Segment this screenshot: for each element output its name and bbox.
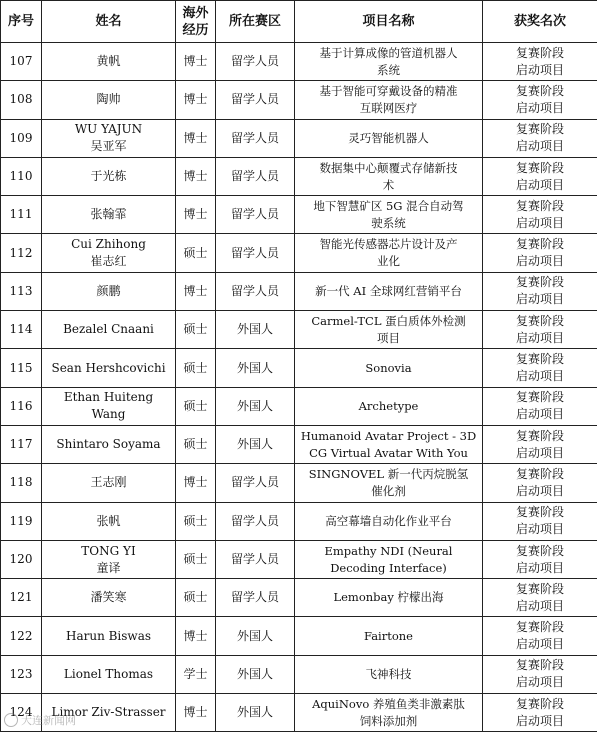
- header-overseas-line1: 海外: [182, 5, 209, 21]
- project-line: 数据集中心颠覆式存储新技: [319, 160, 458, 175]
- cell-project: [295, 196, 483, 234]
- name-line: 张帆: [96, 513, 121, 528]
- cell-name: [42, 196, 176, 234]
- name-line: Ethan Huiteng: [63, 390, 154, 405]
- project-line: 新一代 AI 全球网红营销平台: [315, 283, 462, 298]
- award-line: 复赛阶段: [515, 543, 564, 558]
- project-line: SINGNOVEL 新一代丙烷脱氢: [308, 466, 469, 481]
- cell-no: 114: [1, 311, 42, 349]
- project-line: Sonovia: [365, 360, 412, 375]
- project-line: 高空幕墙自动化作业平台: [325, 513, 452, 528]
- name-line: Lionel Thomas: [63, 666, 154, 681]
- cell-project: [295, 234, 483, 272]
- cell-name: [42, 540, 176, 578]
- cell-project: [295, 43, 483, 81]
- cell-degree: 博士: [176, 157, 216, 195]
- award-line: 复赛阶段: [515, 45, 564, 60]
- cell-award: [483, 81, 597, 119]
- cell-project: [295, 540, 483, 578]
- award-line: 启动项目: [515, 445, 564, 460]
- cell-award: [483, 349, 597, 387]
- cell-project: [295, 464, 483, 502]
- table-row: [1, 502, 597, 540]
- table-row: [1, 540, 597, 578]
- cell-award: [483, 694, 597, 732]
- header-row: [1, 1, 597, 43]
- project-line: 智能光传感器芯片设计及产: [319, 237, 458, 252]
- project-line: 术: [382, 177, 395, 192]
- award-line: 启动项目: [515, 100, 564, 115]
- award-line: 启动项目: [515, 483, 564, 498]
- cell-award: [483, 119, 597, 157]
- table-row: [1, 425, 597, 463]
- cell-award: [483, 234, 597, 272]
- award-line: 复赛阶段: [515, 390, 564, 405]
- cell-no: 112: [1, 234, 42, 272]
- cell-region: 留学人员: [216, 196, 295, 234]
- cell-project: [295, 425, 483, 463]
- award-line: 启动项目: [515, 637, 564, 652]
- cell-award: [483, 157, 597, 195]
- award-line: 复赛阶段: [515, 275, 564, 290]
- cell-award: [483, 272, 597, 310]
- name-line: Bezalel Cnaani: [63, 322, 154, 337]
- name-line: TONG YI: [81, 543, 136, 558]
- header-project: 项目名称: [295, 1, 483, 43]
- project-line: 互联网医疗: [359, 100, 418, 115]
- project-line: 业化: [377, 254, 400, 269]
- cell-project: [295, 617, 483, 655]
- cell-no: 122: [1, 617, 42, 655]
- header-award: 获奖名次: [483, 1, 597, 43]
- award-line: 启动项目: [515, 713, 564, 728]
- project-line: 饲料添加剂: [359, 713, 418, 728]
- project-line: AquiNovo 养殖鱼类非激素肽: [312, 696, 465, 711]
- cell-degree: 硕士: [176, 349, 216, 387]
- cell-name: [42, 234, 176, 272]
- cell-project: [295, 119, 483, 157]
- cell-name: [42, 655, 176, 693]
- cell-degree: 博士: [176, 694, 216, 732]
- table-row: [1, 272, 597, 310]
- header-no: 序号: [1, 1, 42, 43]
- table-row: [1, 157, 597, 195]
- project-line: 飞神科技: [365, 666, 412, 681]
- cell-project: [295, 349, 483, 387]
- cell-region: 留学人员: [216, 464, 295, 502]
- header-overseas-line2: 经历: [182, 22, 209, 38]
- award-line: 启动项目: [515, 560, 564, 575]
- cell-region: 留学人员: [216, 502, 295, 540]
- cell-degree: 硕士: [176, 540, 216, 578]
- cell-no: 120: [1, 540, 42, 578]
- cell-award: [483, 655, 597, 693]
- cell-project: [295, 579, 483, 617]
- cell-name: [42, 425, 176, 463]
- table-row: [1, 617, 597, 655]
- project-line: Decoding Interface): [330, 560, 447, 575]
- project-line: Lemonbay 柠檬出海: [333, 590, 444, 605]
- cell-no: 117: [1, 425, 42, 463]
- project-line: Carmel-TCL 蛋白质体外检测: [311, 313, 466, 328]
- award-line: 启动项目: [515, 675, 564, 690]
- name-line: Sean Hershcovichi: [51, 360, 166, 375]
- table-row: [1, 579, 597, 617]
- name-line: Wang: [91, 407, 126, 422]
- cell-no: 116: [1, 387, 42, 425]
- project-line: Archetype: [358, 398, 419, 413]
- award-line: 启动项目: [515, 292, 564, 307]
- cell-region: 留学人员: [216, 272, 295, 310]
- cell-name: [42, 579, 176, 617]
- cell-region: 留学人员: [216, 81, 295, 119]
- cell-no: 108: [1, 81, 42, 119]
- award-line: 复赛阶段: [515, 505, 564, 520]
- cell-degree: 博士: [176, 81, 216, 119]
- cell-award: [483, 617, 597, 655]
- cell-degree: 博士: [176, 464, 216, 502]
- cell-region: 外国人: [216, 387, 295, 425]
- cell-no: 119: [1, 502, 42, 540]
- award-line: 启动项目: [515, 139, 564, 154]
- cell-region: 外国人: [216, 694, 295, 732]
- header-region: 所在赛区: [216, 1, 295, 43]
- award-line: 启动项目: [515, 522, 564, 537]
- cell-name: [42, 387, 176, 425]
- cell-project: [295, 157, 483, 195]
- watermark-logo-icon: [4, 713, 18, 727]
- project-line: 系统: [377, 62, 400, 77]
- table-row: [1, 387, 597, 425]
- award-line: 复赛阶段: [515, 620, 564, 635]
- cell-no: 123: [1, 655, 42, 693]
- table-body: [1, 43, 597, 732]
- cell-degree: 硕士: [176, 311, 216, 349]
- table-row: [1, 196, 597, 234]
- award-line: 复赛阶段: [515, 83, 564, 98]
- project-line: 项目: [377, 330, 400, 345]
- cell-no: 121: [1, 579, 42, 617]
- award-line: 复赛阶段: [515, 428, 564, 443]
- cell-name: [42, 464, 176, 502]
- award-line: 启动项目: [515, 62, 564, 77]
- cell-project: [295, 311, 483, 349]
- project-line: 灵巧智能机器人: [348, 130, 429, 145]
- cell-degree: 硕士: [176, 502, 216, 540]
- name-line: 颜鹏: [96, 283, 121, 298]
- cell-degree: 博士: [176, 272, 216, 310]
- cell-project: [295, 694, 483, 732]
- cell-award: [483, 311, 597, 349]
- cell-award: [483, 464, 597, 502]
- cell-award: [483, 540, 597, 578]
- cell-name: [42, 502, 176, 540]
- cell-region: 留学人员: [216, 540, 295, 578]
- award-line: 复赛阶段: [515, 160, 564, 175]
- cell-award: [483, 387, 597, 425]
- cell-award: [483, 196, 597, 234]
- award-line: 启动项目: [515, 177, 564, 192]
- cell-no: 115: [1, 349, 42, 387]
- award-line: 启动项目: [515, 330, 564, 345]
- project-line: 驶系统: [371, 215, 406, 230]
- project-line: Empathy NDI (Neural: [324, 543, 453, 558]
- cell-award: [483, 43, 597, 81]
- cell-name: [42, 617, 176, 655]
- name-line: Shintaro Soyama: [56, 437, 161, 452]
- cell-name: [42, 272, 176, 310]
- cell-degree: 硕士: [176, 387, 216, 425]
- table-row: [1, 655, 597, 693]
- project-line: 基于智能可穿戴设备的精准: [319, 83, 458, 98]
- award-line: 启动项目: [515, 215, 564, 230]
- cell-project: [295, 502, 483, 540]
- cell-project: [295, 655, 483, 693]
- table-row: [1, 311, 597, 349]
- cell-region: 外国人: [216, 617, 295, 655]
- table-row: [1, 43, 597, 81]
- cell-no: 124: [1, 694, 42, 732]
- name-line: 崔志红: [90, 254, 127, 269]
- cell-region: 外国人: [216, 349, 295, 387]
- cell-name: [42, 119, 176, 157]
- header-overseas: [176, 1, 216, 43]
- table-row: [1, 119, 597, 157]
- award-line: 启动项目: [515, 407, 564, 422]
- project-line: CG Virtual Avatar With You: [309, 445, 468, 460]
- cell-degree: 学士: [176, 655, 216, 693]
- award-line: 复赛阶段: [515, 696, 564, 711]
- name-line: 陶帅: [96, 92, 121, 107]
- award-line: 启动项目: [515, 369, 564, 384]
- cell-degree: 博士: [176, 196, 216, 234]
- cell-region: 外国人: [216, 425, 295, 463]
- cell-region: 外国人: [216, 655, 295, 693]
- award-line: 复赛阶段: [515, 658, 564, 673]
- cell-no: 118: [1, 464, 42, 502]
- award-line: 启动项目: [515, 254, 564, 269]
- cell-award: [483, 425, 597, 463]
- award-line: 复赛阶段: [515, 352, 564, 367]
- award-line: 复赛阶段: [515, 198, 564, 213]
- name-line: WU YAJUN: [74, 122, 143, 137]
- cell-region: 留学人员: [216, 579, 295, 617]
- watermark: [4, 712, 76, 728]
- cell-region: 留学人员: [216, 157, 295, 195]
- project-line: 地下智慧矿区 5G 混合自动驾: [313, 198, 464, 213]
- cell-degree: 硕士: [176, 579, 216, 617]
- cell-region: 留学人员: [216, 119, 295, 157]
- cell-region: 留学人员: [216, 43, 295, 81]
- name-line: 于光栋: [90, 169, 127, 184]
- cell-name: [42, 43, 176, 81]
- award-line: 复赛阶段: [515, 466, 564, 481]
- table-header: [1, 1, 597, 43]
- project-line: Humanoid Avatar Project - 3D: [300, 428, 477, 443]
- award-line: 复赛阶段: [515, 237, 564, 252]
- cell-no: 107: [1, 43, 42, 81]
- cell-project: [295, 387, 483, 425]
- name-line: Limor Ziv-Strasser: [51, 705, 166, 720]
- award-line: 启动项目: [515, 598, 564, 613]
- cell-name: [42, 311, 176, 349]
- name-line: 张翰霏: [90, 207, 127, 222]
- cell-degree: 博士: [176, 119, 216, 157]
- cell-degree: 博士: [176, 617, 216, 655]
- project-line: 催化剂: [371, 483, 406, 498]
- name-line: 童译: [96, 560, 121, 575]
- cell-no: 109: [1, 119, 42, 157]
- cell-degree: 博士: [176, 43, 216, 81]
- cell-award: [483, 579, 597, 617]
- cell-project: [295, 272, 483, 310]
- award-line: 复赛阶段: [515, 313, 564, 328]
- cell-award: [483, 502, 597, 540]
- award-line: 复赛阶段: [515, 122, 564, 137]
- cell-no: 111: [1, 196, 42, 234]
- cell-no: 113: [1, 272, 42, 310]
- cell-project: [295, 81, 483, 119]
- cell-degree: 硕士: [176, 425, 216, 463]
- cell-name: [42, 349, 176, 387]
- cell-degree: 硕士: [176, 234, 216, 272]
- table-row: [1, 81, 597, 119]
- cell-name: [42, 157, 176, 195]
- name-line: Cui Zhihong: [71, 237, 146, 252]
- name-line: 黄帆: [96, 54, 121, 69]
- cell-name: [42, 81, 176, 119]
- table-row: [1, 234, 597, 272]
- cell-no: 110: [1, 157, 42, 195]
- cell-region: 留学人员: [216, 234, 295, 272]
- table-row: [1, 694, 597, 732]
- header-name: 姓名: [42, 1, 176, 43]
- name-line: Harun Biswas: [65, 628, 152, 643]
- award-line: 复赛阶段: [515, 581, 564, 596]
- watermark-text: 大连新闻网: [21, 714, 76, 728]
- table-row: [1, 464, 597, 502]
- cell-region: 外国人: [216, 311, 295, 349]
- name-line: 潘笑寒: [90, 590, 127, 605]
- table-row: [1, 349, 597, 387]
- project-line: Fairtone: [364, 628, 413, 643]
- name-line: 吴亚军: [90, 139, 127, 154]
- project-line: 基于计算成像的管道机器人: [319, 45, 458, 60]
- name-line: 王志刚: [90, 475, 127, 490]
